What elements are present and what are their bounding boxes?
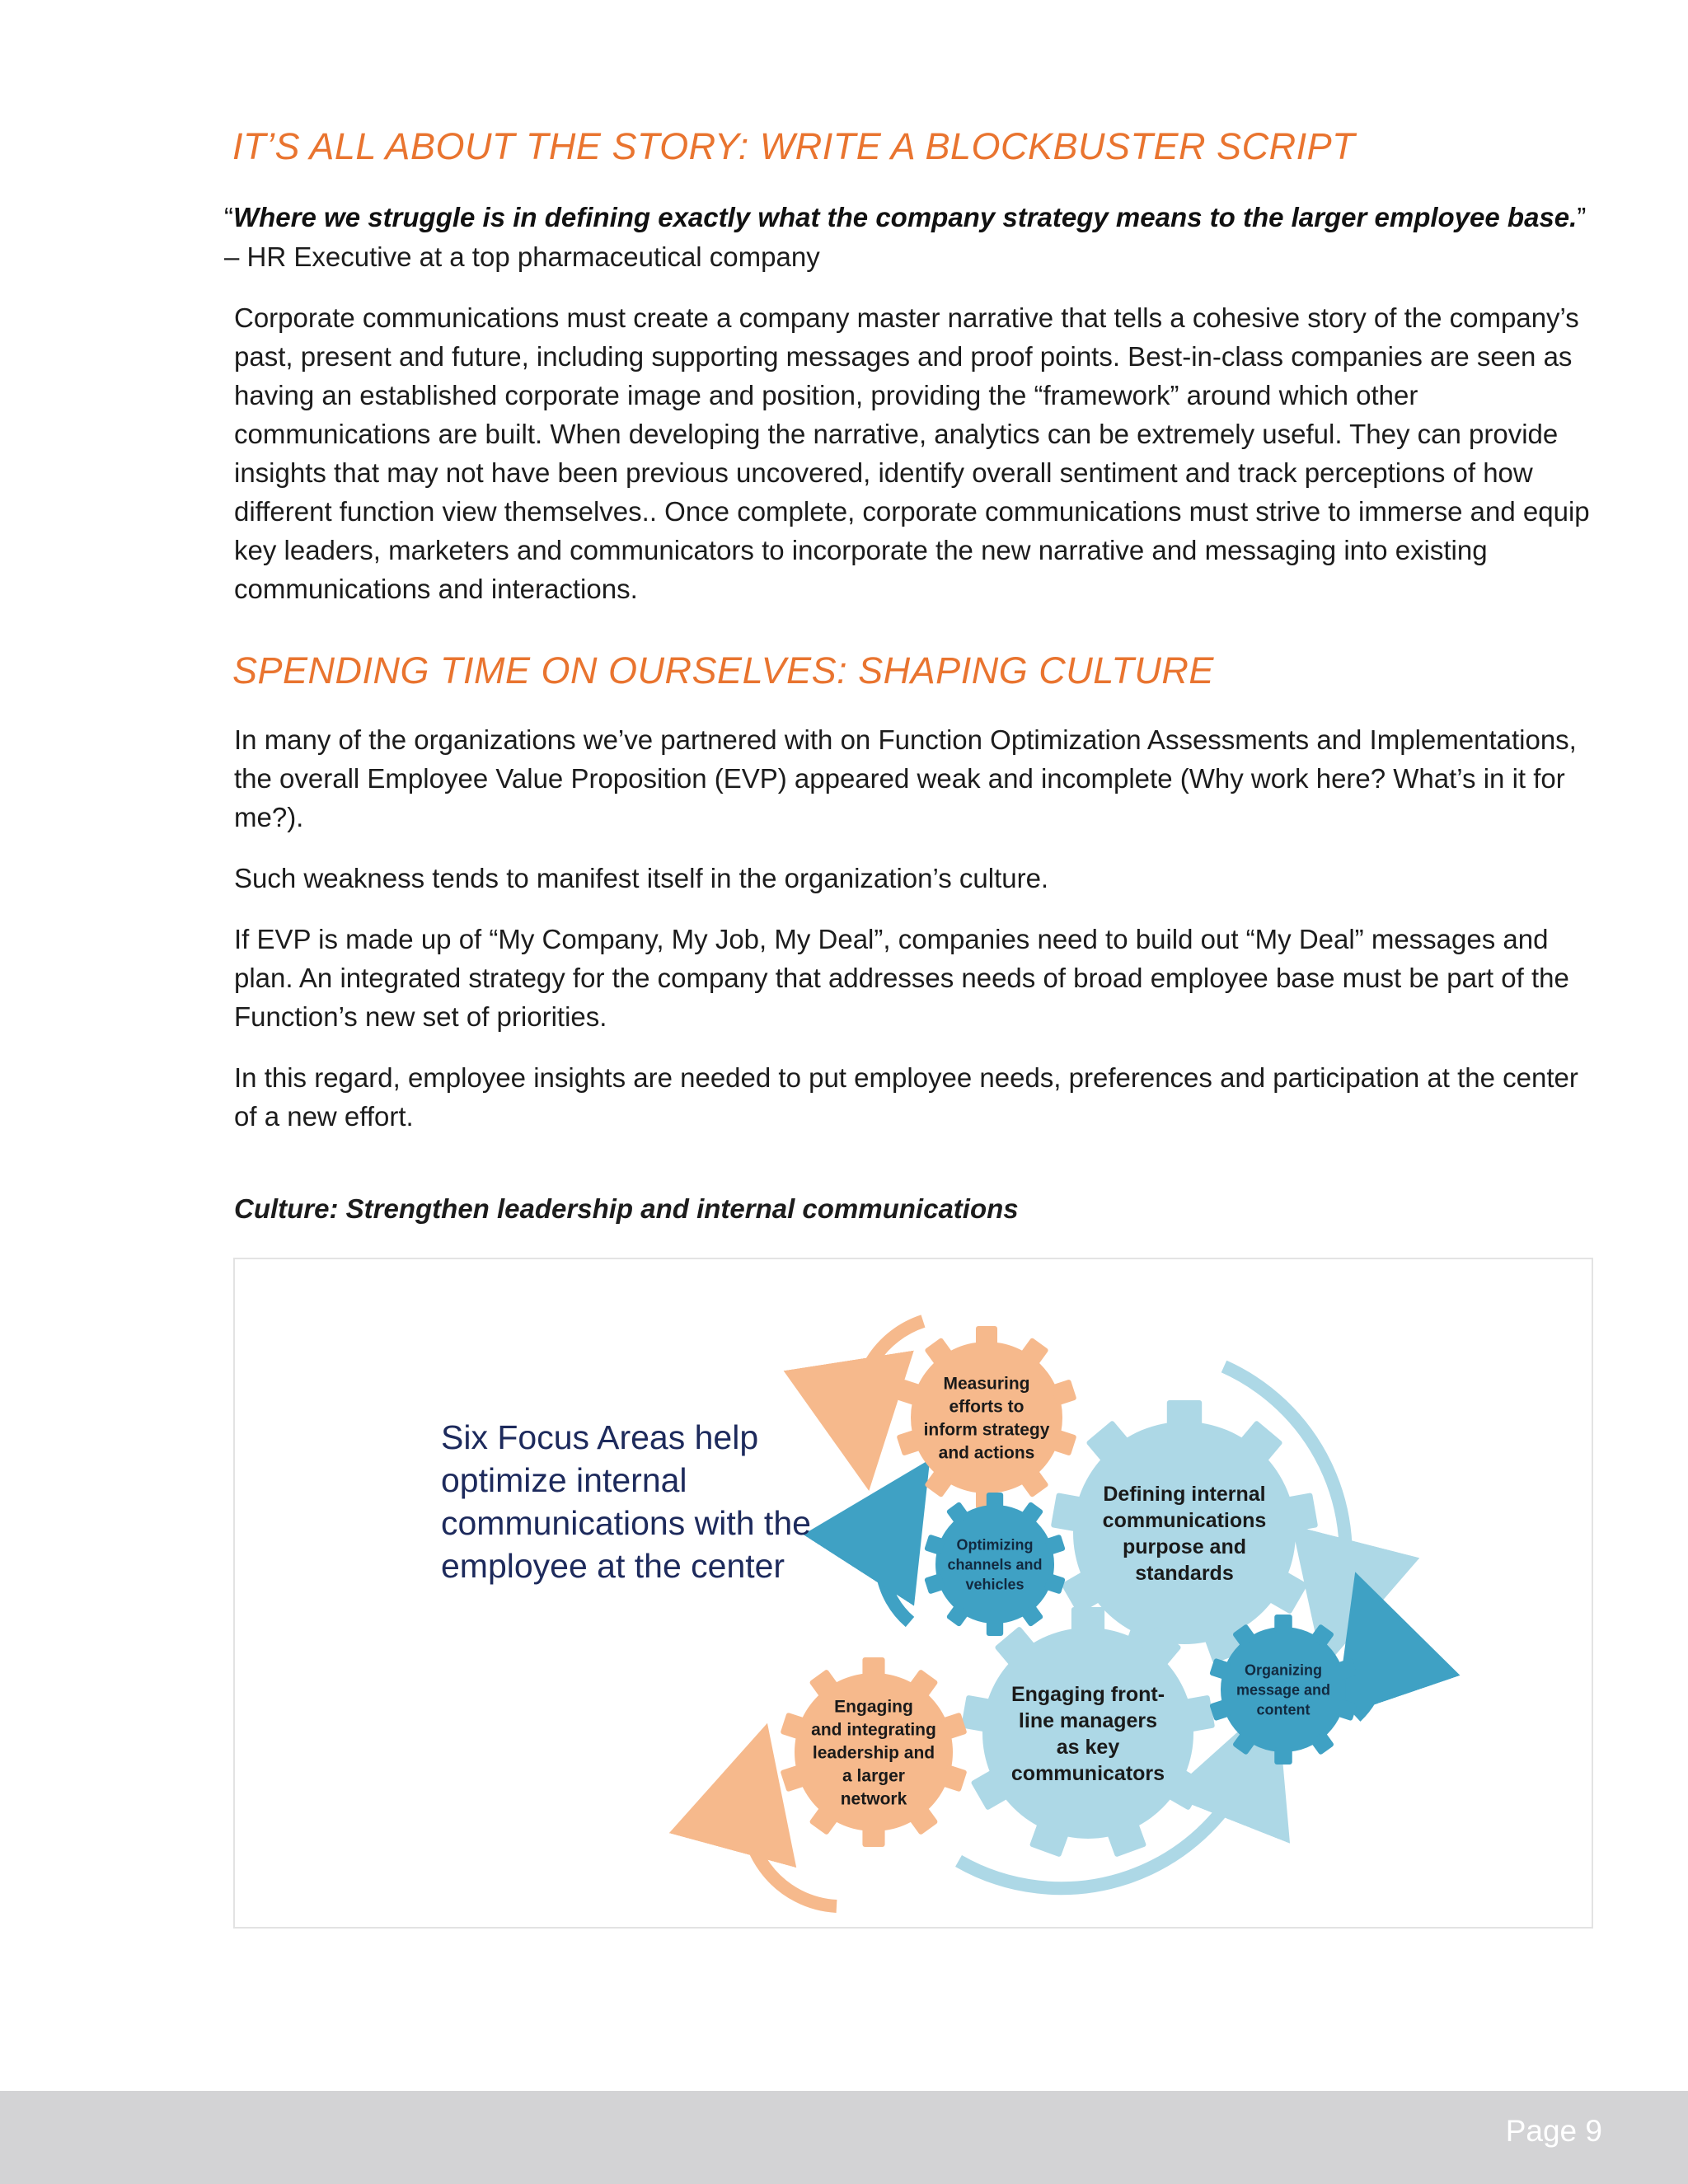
gear-label-line: Organizing (1245, 1661, 1322, 1679)
pull-quote (224, 198, 1586, 237)
gear-label-line: message and (1236, 1681, 1331, 1699)
culture-paragraph-2: Such weakness tends to manifest itself in the organization’s culture. (234, 863, 1049, 893)
gear-label-line: standards (1135, 1561, 1234, 1585)
gear-label-line: efforts to (949, 1397, 1025, 1417)
gear-label-line: line managers (1018, 1708, 1158, 1732)
gear-label-line: channels and (947, 1556, 1043, 1573)
gear-tooth (1274, 1615, 1292, 1632)
gear-tooth (862, 1826, 884, 1847)
headline-line: optimize internal (441, 1461, 687, 1499)
gear-label-line: purpose and (1122, 1535, 1247, 1558)
headline-line: communications with the (441, 1504, 811, 1542)
gear-label-line: network (840, 1789, 907, 1809)
focus-areas-figure (233, 1258, 1593, 1929)
headline-line: Six Focus Areas help (441, 1418, 759, 1456)
gear-tooth (862, 1657, 884, 1678)
quote-attribution: – HR Executive at a top pharmaceutical company (224, 241, 820, 272)
gear-tooth (1071, 1607, 1104, 1633)
quote-text: Where we struggle is in defining exactly what the company strategy means to the larger employee base. (233, 202, 1578, 232)
gear-label-line: and actions (938, 1443, 1035, 1463)
arrow-optimizing (881, 1515, 910, 1622)
gear-label-line: Optimizing (956, 1536, 1034, 1554)
gear-measuring (896, 1326, 1076, 1509)
gear-label-line: communicators (1010, 1761, 1165, 1785)
gear-tooth (987, 1619, 1003, 1636)
quote-open-mark: “ (224, 202, 233, 232)
gear-label-line: inform strategy (923, 1420, 1050, 1440)
gear-tooth (1167, 1400, 1202, 1427)
gear-tooth (1274, 1747, 1292, 1765)
gear-label-line: Engaging front- (1010, 1682, 1165, 1706)
gear-label-line: leadership and (812, 1743, 935, 1763)
focus-areas-diagram (235, 1259, 1592, 1927)
gear-label-line: vehicles (965, 1576, 1025, 1593)
section-heading-culture: SPENDING TIME ON OURSELVES: SHAPING CULTURE (232, 649, 1214, 691)
page-number: Page 9 (1505, 2114, 1602, 2148)
figure-caption: Culture: Strengthen leadership and internal communications (234, 1193, 1019, 1224)
gear-label-line: a larger (842, 1766, 905, 1786)
gear-label-line: communications (1102, 1508, 1267, 1532)
gear-tooth (976, 1326, 997, 1347)
gear-label-line: content (1256, 1701, 1311, 1718)
quote-close-mark: ” (1577, 202, 1587, 232)
culture-paragraph-1: In many of the organizations we’ve partnered with on Function Optimization Assessments and Implementations, the overall Employee Value Proposition (EVP) appeared weak and incomplete (Why work here? What’s in it for me?). (234, 724, 1577, 832)
gear-body (911, 1342, 1062, 1493)
story-paragraph: Corporate communications must create a company master narrative that tells a cohesive story of the company’s past, present and future, including supporting messages and proof points. Best-in-class companies are seen as having an established corporate image and position, providing the “framework” around which other communications are built. When developing the narrative, analytics can be extremely useful. They can provide insights that may not have been previous uncovered, identify overall sentiment and track perceptions of how different function view themselves.. Once complete, corporate communications must strive to immerse and equip key leaders, marketers and communicators to incorporate the new narrative and messaging into existing communications and interactions. (234, 302, 1590, 604)
section-heading-story: IT’S ALL ABOUT THE STORY: WRITE A BLOCKBUSTER SCRIPT (232, 125, 1356, 167)
gear-label-line: Defining internal (1103, 1482, 1266, 1506)
gear-label-line: and integrating (811, 1720, 936, 1740)
gear-engaging-front (961, 1607, 1215, 1858)
gear-label-line: Measuring (943, 1374, 1030, 1394)
arrow-organizing (1356, 1634, 1381, 1717)
figure-headline (441, 1418, 820, 1585)
culture-paragraph-3: If EVP is made up of “My Company, My Job, My Deal”, companies need to build out “My Deal” messages and plan. An integrated strategy for the company that addresses needs of broad employee base must be part of the Function’s new set of priorities. (234, 924, 1569, 1032)
gear-label-line: as key (1056, 1735, 1120, 1759)
culture-paragraph-4: In this regard, employee insights are needed to put employee needs, preferences and participation at the center of a new effort. (234, 1062, 1578, 1132)
headline-line: employee at the center (441, 1547, 785, 1585)
gear-optimizing (924, 1493, 1066, 1636)
gear-label-line: Engaging (834, 1697, 913, 1717)
page-footer (0, 2091, 1688, 2184)
gear-tooth (987, 1493, 1003, 1510)
gear-engaging-leaders (780, 1657, 967, 1847)
